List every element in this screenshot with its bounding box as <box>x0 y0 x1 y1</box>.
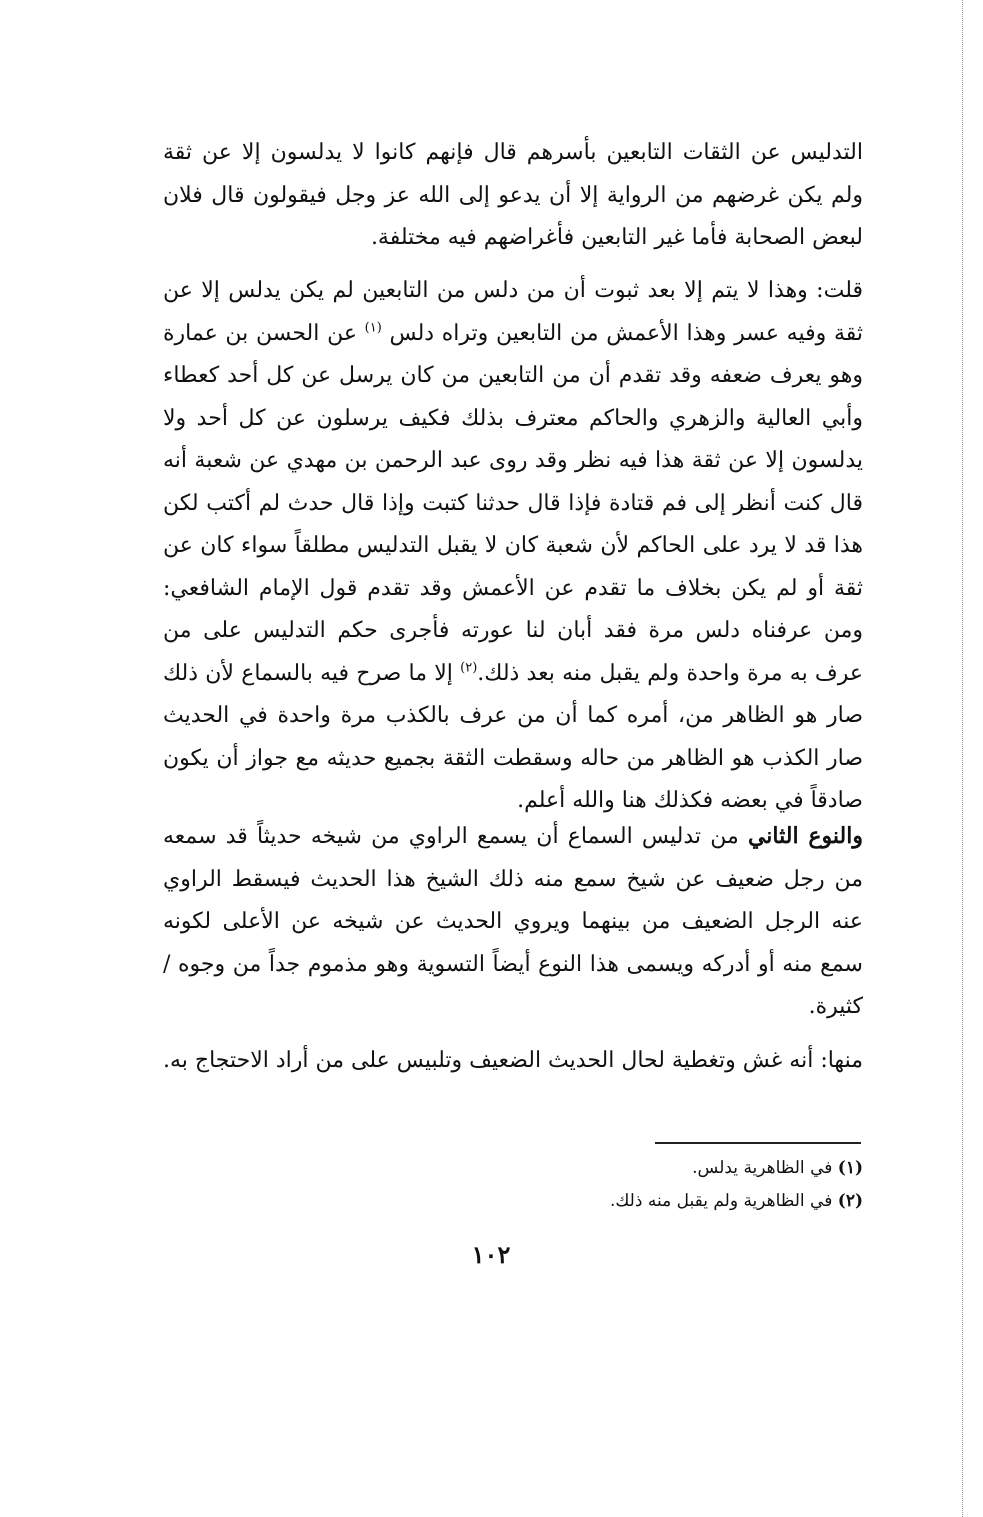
paragraph-3-body: من تدليس السماع أن يسمع الراوي من شيخه حديثاً قد سمعه من رجل ضعيف عن شيخ سمع منه ذلك الشيخ هذا الحديث فيسقط الراوي عنه الرجل الضعيف من بينهما ويروي الحديث عن شيخه عن الأعلى لكونه سمع منه أو أدركه ويسمى هذا النوع أيضاً التسوية وهو مذموم جداً من وجوه / كثيرة. <box>163 824 863 1019</box>
footnotes <box>400 1152 863 1218</box>
footnote-ref-1[interactable]: (١) <box>364 320 382 336</box>
paragraph-4: منها: أنه غش وتغطية لحال الحديث الضعيف وتلبيس على من أراد الاحتجاج به. <box>162 1048 863 1073</box>
footnote-2 <box>400 1185 863 1218</box>
footnote-ref-2[interactable]: (٢) <box>460 660 478 676</box>
page-edge-line <box>962 0 964 1517</box>
paragraph-2 <box>163 270 863 823</box>
paragraph-2-part-b: عن الحسن بن عمارة وهو يعرف ضعفه وقد تقدم أن من التابعين من كان يرسل عن كل أحد كعطاء وأبي العالية والزهري والحاكم معترف بذلك فكيف يرسلون عن كل أحد ولا يدلسون إلا عن ثقة هذا فيه نظر وقد روى عبد الرحمن بن مهدي عن شعبة أنه قال كنت أنظر إلى فم قتادة فإذا قال حدثنا كتبت وإذا قال حدث لم أكتب لكن هذا قد لا يرد على الحاكم لأن شعبة كان لا يقبل التدليس مطلقاً سواء كان عن ثقة أو لم يكن بخلاف ما تقدم عن الأعمش وقد تقدم قول الإمام الشافعي: ومن عرفناه دلس مرة فقد أبان لنا عورته فأجرى حكم التدليس على من عرف به مرة واحدة ولم يقبل منه بعد ذلك. <box>163 320 863 686</box>
footnote-2-number: (٢) <box>837 1191 863 1211</box>
footnote-1-number: (١) <box>837 1158 863 1178</box>
section-lead-heading: والنوع الثاني <box>747 823 863 849</box>
footnote-1 <box>400 1152 863 1185</box>
paragraph-3 <box>163 815 863 1029</box>
footnote-2-text: في الظاهرية ولم يقبل منه ذلك. <box>609 1191 833 1211</box>
paragraph-1: التدليس عن الثقات التابعين بأسرهم قال فإنهم كانوا لا يدلسون إلا عن ثقة ولم يكن غرضهم من الرواية إلا أن يدعو إلى الله عز وجل فيقولون قال فلان لبعض الصحابة فأما غير التابعين فأغراضهم فيه مختلفة. <box>163 140 863 250</box>
footnote-1-text: في الظاهرية يدلس. <box>692 1158 833 1178</box>
footnote-divider <box>655 1142 861 1144</box>
paragraph-2-part-a: قلت: وهذا لا يتم إلا بعد ثبوت أن من دلس من التابعين لم يكن يدلس إلا عن ثقة وفيه عسر وهذا الأعمش من التابعين وتراه دلس <box>163 278 864 346</box>
page-number: ١٠٢ <box>471 1240 511 1269</box>
paragraph-2-part-c: إلا ما صرح فيه بالسماع لأن ذلك صار هو الظاهر من، أمره كما أن من عرف بالكذب مرة واحدة في الحديث صار الكذب هو الظاهر من حاله وسقطت الثقة بجميع حديثه مع جواز أن يكون صادقاً في بعضه فكذلك هنا والله أعلم. <box>163 660 863 813</box>
